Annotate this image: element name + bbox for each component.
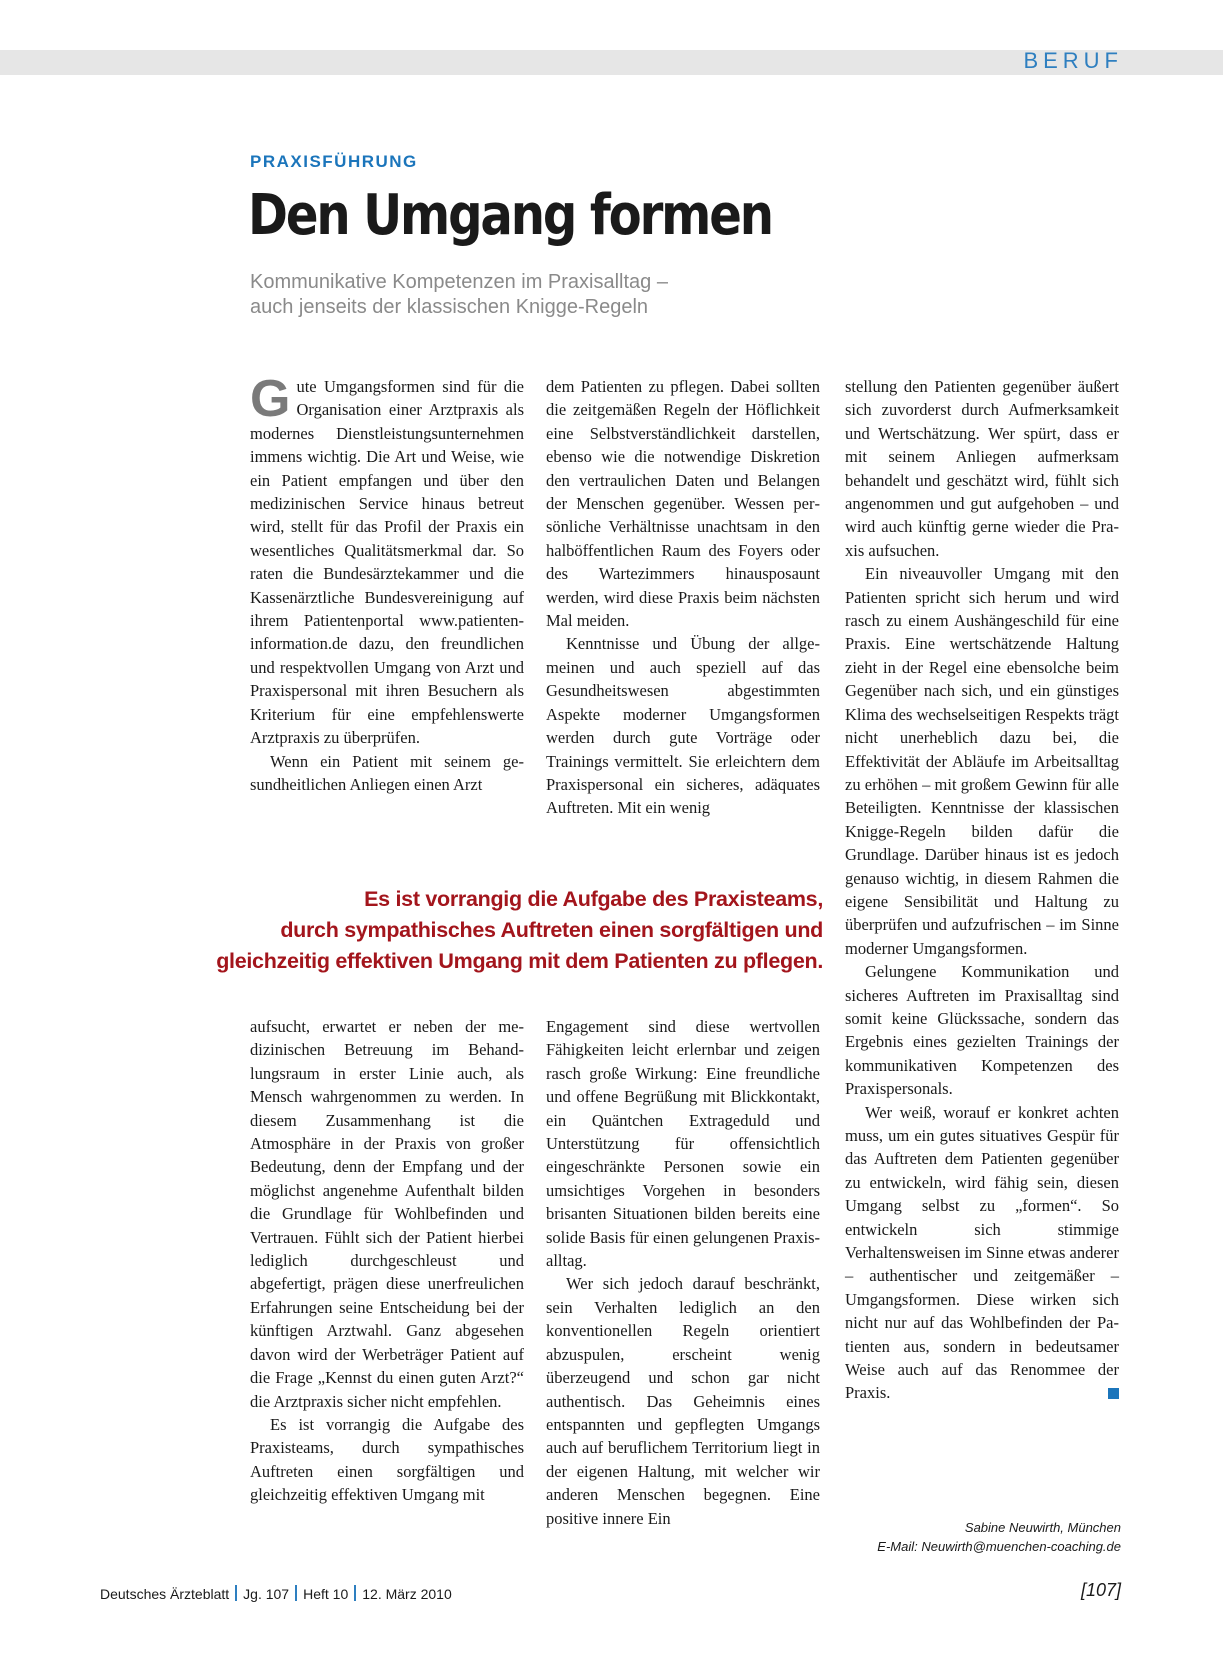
pull-quote-line: gleichzeitig effektiven Umgang mit dem Patienten zu pflegen. <box>216 949 823 973</box>
paragraph: aufsucht, erwartet er neben der medizinischen Betreuung im Behandlungsraum in erster Linie auch, als Mensch wahrgenommen zu werden. In diesem Zusammenhang ist die Atmosphäre in der Praxis von großer Bedeutung, denn der Empfang und der möglichst angenehme Aufenthalt bilden die Grundlage für Wohlbefinden und Vertrauen. Fühlt sich der Patient hierbei lediglich durchgeschleust und abgefertigt, prägen diese unerfreulichen Erfahrungen seine Entscheidung bei der künftigen Arztwahl. Ganz abgesehen davon wird der Werbeträger Patient auf die Frage „Kennst du einen guten Arzt?“ die Arztpraxis sicher nicht empfehlen. <box>250 1017 524 1411</box>
paragraph: stellung den Patienten gegenüber äußert sich zuvorderst durch Aufmerksamkeit und Wertschätzung. Wer spürt, dass er mit seinem Anliegen aufmerksam behandelt und geschätzt wird, fühlt sich angenommen und gut aufgehoben – und wird auch künftig gerne wieder die Praxis aufsuchen. <box>845 377 1119 560</box>
pull-quote-line: durch sympathisches Auftreten einen sorgfältigen und <box>280 918 823 942</box>
separator <box>354 1585 356 1601</box>
author-email[interactable]: E-Mail: Neuwirth@muenchen-coaching.de <box>877 1539 1121 1554</box>
issue-date: 12. März 2010 <box>362 1586 452 1602</box>
paragraph: Wenn ein Patient mit seinem gesundheitlichen Anliegen einen Arzt <box>250 751 524 794</box>
paragraph: Ein niveauvoller Umgang mit den Patienten spricht sich herum und wird rasch zu einem Aushängeschild für eine Praxis. Eine wertschätzende Haltung zieht in der Regel eine ebensolche beim Gegenüber nach sich, und ein günstiges Klima des wechselseitigen Respekts trägt nicht unerheblich dazu bei, die Effektivität der Abläufe im Arbeitsalltag zu erhöhen – mit großem Gewinn für alle Beteiligten. Kenntnisse der klassischen Knigge-Regeln bilden dafür die Grundlage. Darüber hinaus ist es jedoch genauso wichtig, in diesem Rahmen die eigene Sensibilität und Haltung zu überprüfen und aufzufrischen – im Sinne moderner Umgangsformen. <box>845 564 1120 958</box>
section-label: BERUF <box>1023 48 1123 73</box>
subtitle-line-2: auch jenseits der klassischen Knigge-Regeln <box>250 296 649 318</box>
pull-quote-line: Es ist vorrangig die Aufgabe des Praxisteams, <box>364 887 823 911</box>
paragraph-text: ute Umgangsformen sind für die Organisation einer Arztpraxis als modernes Dienstleistungsunternehmen immens wichtig. Die Art und Weise, wie ein Patient empfangen und über den medizinischen Service hinaus betreut wird, stellt für das Profil der Praxis ein wesentliches Qualitätsmerkmal dar. So raten die Bundesärztekammer und die Kassenärztliche Bundesvereinigung auf ihrem Patientenportal www.patienten-information.de dazu, den freundlichen und respektvollen Umgang von Arzt und Praxispersonal mit ihren Besuchern als Kriterium für eine empfehlenswerte Arztpraxis zu überprüfen. <box>250 377 524 748</box>
paragraph <box>250 370 524 750</box>
paragraph: dem Patienten zu pflegen. Dabei sollten die zeitgemäßen Regeln der Höflichkeit eine Selbstverständlichkeit darstellen, ebenso wie die notwendige Diskretion den vertraulichen Daten und Belangen der Menschen gegenüber. Wessen persönliche Verhältnisse unachtsam in den halböffentlichen Raum des Foyers oder des Wartezimmers hinausposaunt werden, wird diese Praxis beim nächsten Mal meiden. <box>546 377 820 631</box>
column-2-top <box>546 375 820 820</box>
pull-quote <box>63 884 823 977</box>
issue: Heft 10 <box>303 1586 349 1602</box>
author-block <box>877 1518 1121 1556</box>
volume: Jg. 107 <box>243 1586 290 1602</box>
paragraph: Wer sich jedoch darauf beschränkt, sein Verhalten lediglich an den konventionellen Regeln orientiert abzuspulen, erscheint wenig überzeugend und schon gar nicht authentisch. Das Geheimnis eines entspannten und gepflegten Umgangs auch auf beruflichem Territorium liegt in der eigenen Haltung, mit welcher wir anderen Menschen begegnen. Eine positive innere Ein <box>546 1274 820 1528</box>
page-number: [107] <box>1080 1580 1121 1600</box>
separator <box>295 1585 297 1601</box>
journal-name: Deutsches Ärzteblatt <box>100 1586 230 1602</box>
article-kicker: PRAXISFÜHRUNG <box>250 152 418 171</box>
paragraph-text: Wer weiß, worauf er konkret achten muss, um ein gutes situatives Gespür für das Auftreten dem Patienten gegenüber zu entwickeln, wird fähig sein, diesen Umgang selbst zu „formen“. So entwickeln sich stimmige Verhaltensweisen im Sinne etwas anderer – authentischer und zeitgemäßer – Umgangsformen. Diese wirken sich nicht nur auf das Wohlbefinden der Patienten aus, sondern in bedeutsamer Weise auch auf das Renommee der Praxis. <box>845 1102 1119 1403</box>
column-1-bottom <box>250 1015 524 1507</box>
paragraph: Gelungene Kommunikation und sicheres Auftreten im Praxisalltag sind somit keine Glückssache, sondern das Ergebnis eines gezielten Trainings der kommunikativen Kompetenzen des Praxispersonals. <box>845 962 1119 1099</box>
column-3 <box>845 375 1119 1405</box>
footer <box>100 1585 452 1602</box>
column-2-bottom <box>546 1015 820 1530</box>
article-title: Den Umgang formen <box>248 183 772 248</box>
paragraph: Es ist vorrangig die Aufgabe des Praxisteams, durch sympathisches Auftreten einen sorgfältigen und gleichzeitig effektiven Umgang mit <box>250 1414 524 1505</box>
paragraph: Kenntnisse und Übung der allgemeinen und auch speziell auf das Gesundheitswesen abgestimmten Aspekte moderner Umgangsformen werden durch gute Vorträge oder Trainings vermittelt. Sie erleichtern dem Praxispersonal ein sicheres, adäquates Auftreten. Mit ein wenig <box>546 634 820 818</box>
end-mark-icon <box>1108 1388 1119 1399</box>
subtitle-line-1: Kommunikative Kompetenzen im Praxisalltag – <box>250 271 668 293</box>
drop-cap: G <box>250 370 291 428</box>
separator <box>235 1585 237 1601</box>
author-name: Sabine Neuwirth, München <box>964 1520 1121 1535</box>
article-subtitle <box>250 270 850 320</box>
column-1-top <box>250 370 524 796</box>
paragraph: Engagement sind diese wertvollen Fähigkeiten leicht erlernbar und zeigen rasch große Wirkung: Eine freundliche und offene Begrüßung mit Blickkontakt, ein Quäntchen Extrageduld und Unterstützung für offensichtlich eingeschränkte Personen sowie ein umsichtiges Vorgehen in besonders brisanten Situationen bilden bereits eine solide Basis für einen gelungenen Praxisalltag. <box>546 1017 820 1271</box>
paragraph <box>845 1101 1119 1405</box>
